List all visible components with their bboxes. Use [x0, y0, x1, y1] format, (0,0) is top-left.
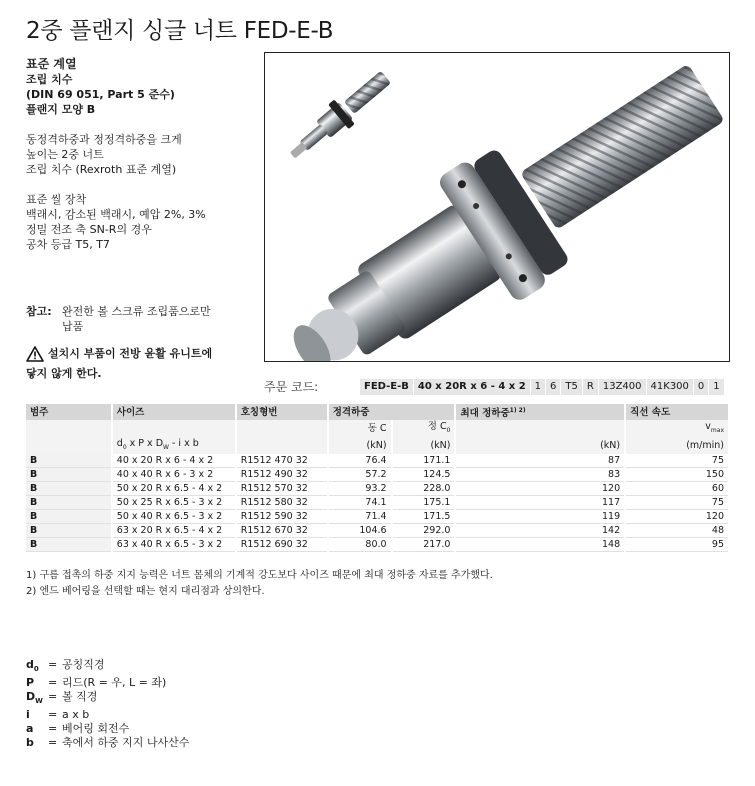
- cell-c0: 228.0: [392, 481, 456, 495]
- order-code-part: 40 x 20R x 6 - 4 x 2: [414, 379, 531, 395]
- legend-symbol: P: [26, 676, 35, 690]
- order-code: [264, 378, 724, 395]
- cell-size: 40 x 20 R x 6 - 4 x 2: [112, 454, 236, 468]
- cell-part: R1512 570 32: [236, 481, 328, 495]
- cell-fmax: 87: [455, 454, 625, 468]
- cell-cat: B: [26, 467, 112, 481]
- cell-part: R1512 690 32: [236, 537, 328, 551]
- cell-c0: 217.0: [392, 537, 456, 551]
- desc-line: 정밀 전조 축 SN-R의 경우: [26, 223, 152, 236]
- unit: (kN): [328, 437, 392, 454]
- cell-v: 150: [625, 467, 729, 481]
- desc-line: 백래시, 감소된 백래시, 예압 2%, 3%: [26, 208, 206, 221]
- cell-c: 93.2: [328, 481, 392, 495]
- desc-line: 표준 씰 장착: [26, 193, 87, 206]
- order-code-part: R: [583, 379, 599, 395]
- cell-c0: 171.5: [392, 509, 456, 523]
- col-size: 사이즈: [112, 404, 236, 420]
- description-column: [26, 56, 258, 381]
- cell-v: 75: [625, 454, 729, 468]
- page-title: 2중 플랜지 싱글 너트 FED-E-B: [26, 18, 334, 44]
- order-code-part: T5: [561, 379, 582, 395]
- col-max-static: 최대 정하중$^{1) 2)}$: [455, 404, 625, 420]
- footnote: 1) 구름 접촉의 하중 지지 능력은 너트 몸체의 기계적 강도보다 사이즈 때문에 최대 정하중 자료를 추가했다.: [26, 570, 493, 581]
- desc-line: (DIN 69 051, Part 5 준수): [26, 88, 175, 101]
- note: [26, 304, 258, 334]
- cell-cat: B: [26, 454, 112, 468]
- legend-symbol: a: [26, 722, 34, 736]
- cell-cat: B: [26, 509, 112, 523]
- order-code-box: [360, 379, 724, 395]
- desc-line: 플랜지 모양 B: [26, 103, 96, 116]
- legend-symbol: $D_W$: [26, 690, 43, 706]
- note-label: 참고:: [26, 305, 52, 318]
- symbol-legend: [26, 658, 189, 750]
- table-row: [26, 523, 729, 537]
- order-code-label: 주문 코드:: [264, 380, 319, 394]
- legend-row: a = 베어링 회전수: [26, 722, 130, 736]
- legend-symbol: b: [26, 736, 34, 750]
- legend-symbol: i: [26, 708, 30, 722]
- legend-row: b = 축에서 하중 지지 나사산수: [26, 736, 190, 750]
- cell-v: 48: [625, 523, 729, 537]
- cell-part: R1512 590 32: [236, 509, 328, 523]
- cell-size: 40 x 40 R x 6 - 3 x 2: [112, 467, 236, 481]
- cell-fmax: 117: [455, 495, 625, 509]
- table-row: [26, 454, 729, 468]
- series-heading: 표준 계열: [26, 57, 77, 71]
- legend-text: 리드(R = 우, L = 좌): [62, 676, 167, 690]
- order-code-part: FED-E-B: [360, 379, 414, 395]
- col-static: 정 $C_0$: [392, 420, 456, 437]
- cell-v: 75: [625, 495, 729, 509]
- cell-cat: B: [26, 481, 112, 495]
- product-photo: [264, 52, 730, 362]
- col-speed: 직선 속도: [625, 404, 729, 420]
- cell-part: R1512 490 32: [236, 467, 328, 481]
- cell-v: 120: [625, 509, 729, 523]
- desc-line: 높이는 2중 너트: [26, 148, 104, 161]
- cell-c0: 171.1: [392, 454, 456, 468]
- order-code-part: 1: [713, 380, 720, 392]
- legend-row: $D_W$ = 볼 직경: [26, 690, 189, 708]
- legend-text: a x b: [62, 708, 90, 722]
- cell-size: 50 x 40 R x 6.5 - 3 x 2: [112, 509, 236, 523]
- unit: (kN): [455, 437, 625, 454]
- legend-row: i = a x b: [26, 708, 90, 722]
- warning-text: 닿지 않게 한다.: [26, 367, 102, 380]
- table-row: [26, 509, 729, 523]
- legend-text: 축에서 하중 지지 나사산수: [62, 736, 190, 750]
- cell-cat: B: [26, 495, 112, 509]
- cell-v: 60: [625, 481, 729, 495]
- order-code-part: 6: [546, 379, 561, 395]
- legend-text: 공칭직경: [62, 658, 105, 671]
- legend-text: 베어링 회전수: [62, 722, 130, 736]
- note-text: 납품: [62, 320, 84, 333]
- cell-c0: 292.0: [392, 523, 456, 537]
- cell-part: R1512 670 32: [236, 523, 328, 537]
- note-text: 완전한 볼 스크류 조립품으로만: [62, 305, 211, 318]
- order-code-part: 41K300: [647, 379, 694, 395]
- cell-cat: B: [26, 523, 112, 537]
- spec-table: [26, 404, 730, 552]
- table-row: [26, 537, 729, 551]
- cell-size: 50 x 20 R x 6.5 - 4 x 2: [112, 481, 236, 495]
- legend-text: 볼 직경: [62, 690, 98, 704]
- order-code-part: 13Z400: [599, 379, 647, 395]
- legend-row: P = 리드(R = 우, L = 좌): [26, 676, 167, 690]
- cell-size: 63 x 20 R x 6.5 - 4 x 2: [112, 523, 236, 537]
- warning-text: 설치시 부품이 전방 윤활 유니트에: [48, 347, 213, 360]
- unit: (m/min): [625, 437, 729, 454]
- cell-c0: 175.1: [392, 495, 456, 509]
- desc-line: 공차 등급 T5, T7: [26, 238, 110, 251]
- table-row: [26, 467, 729, 481]
- unit: (kN): [392, 437, 456, 454]
- desc-line: 조립 치수 (Rexroth 표준 계열): [26, 163, 177, 176]
- order-code-part: 1: [531, 379, 546, 395]
- cell-fmax: 148: [455, 537, 625, 551]
- cell-fmax: 83: [455, 467, 625, 481]
- cell-part: R1512 580 32: [236, 495, 328, 509]
- footnotes: [26, 568, 493, 600]
- cell-fmax: 142: [455, 523, 625, 537]
- table-row: [26, 481, 729, 495]
- cell-c0: 124.5: [392, 467, 456, 481]
- cell-c: 80.0: [328, 537, 392, 551]
- cell-c: 57.2: [328, 467, 392, 481]
- warning: [26, 346, 258, 381]
- order-code-part: 0: [694, 379, 709, 395]
- cell-part: R1512 470 32: [236, 454, 328, 468]
- table-row: [26, 495, 729, 509]
- cell-c: 71.4: [328, 509, 392, 523]
- size-formula: $d_0$ x P x $D_W$ - i x b: [112, 437, 236, 454]
- footnote: 2) 엔드 베어링을 선택할 때는 현지 대리점과 상의한다.: [26, 586, 265, 597]
- cell-fmax: 120: [455, 481, 625, 495]
- cell-c: 74.1: [328, 495, 392, 509]
- warning-triangle-icon: [26, 346, 48, 366]
- col-load-rating: 정격하중: [328, 404, 456, 420]
- cell-size: 63 x 40 R x 6.5 - 3 x 2: [112, 537, 236, 551]
- cell-cat: B: [26, 537, 112, 551]
- col-dynamic: 동 C: [328, 420, 392, 437]
- col-category: 범주: [26, 404, 112, 420]
- cell-c: 76.4: [328, 454, 392, 468]
- cell-fmax: 119: [455, 509, 625, 523]
- desc-line: 조립 치수: [26, 73, 73, 86]
- legend-row: $d_0$ = 공칭직경: [26, 658, 189, 676]
- cell-c: 104.6: [328, 523, 392, 537]
- legend-symbol: $d_0$: [26, 658, 39, 674]
- cell-v: 95: [625, 537, 729, 551]
- col-part-no: 호칭형번: [236, 404, 328, 420]
- col-vmax: $v_{max}$: [625, 420, 729, 437]
- cell-size: 50 x 25 R x 6.5 - 3 x 2: [112, 495, 236, 509]
- desc-line: 동정격하중과 정정격하중을 크게: [26, 133, 182, 146]
